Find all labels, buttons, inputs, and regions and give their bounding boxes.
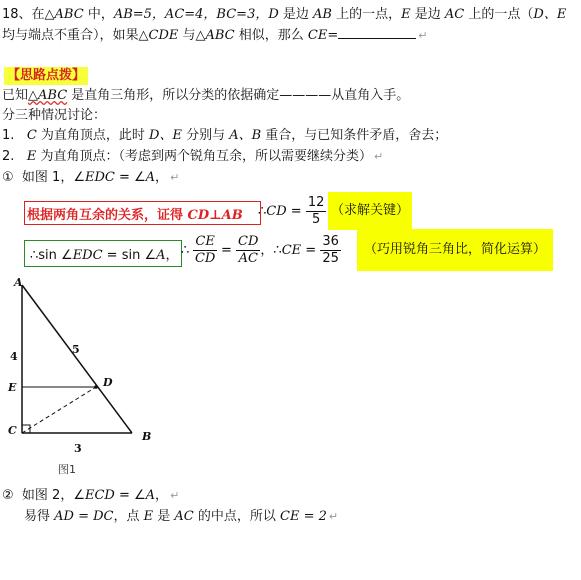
problem-text: 上的一点， <box>332 7 402 22</box>
subcase-number: ② <box>2 488 14 503</box>
key-step-label: 根据两角互余的关系，证得 <box>27 208 188 223</box>
length-ab: 5 <box>72 343 80 356</box>
triangle-figure <box>0 275 170 455</box>
conclusion-text: 是 <box>153 509 175 524</box>
numerator: 36 <box>322 234 339 249</box>
side-lengths: AB=5，AC=4，BC=3， <box>113 7 269 22</box>
vertex-e: E <box>8 381 17 394</box>
numerator: 12 <box>307 195 325 210</box>
sine-equation <box>30 244 179 263</box>
problem-line-1 <box>2 6 566 24</box>
points-ab: A、B <box>229 128 262 143</box>
denominator: AC <box>238 251 258 266</box>
side-ab-line <box>22 285 132 433</box>
trig-note: （巧用锐角三角比，简化运算） <box>357 229 553 271</box>
sine-text: ， <box>165 248 179 263</box>
paragraph-mark-icon: ↵ <box>170 171 180 184</box>
sine-text: = sin ∠ <box>102 248 157 263</box>
perpendicular-statement: CD⊥AB <box>187 208 243 223</box>
problem-text: 相似，那么 <box>234 28 308 43</box>
figure-caption: 图1 <box>58 463 76 476</box>
conclusion-text: 的中点，所以 <box>193 509 280 524</box>
segment-cd <box>22 387 96 433</box>
hint-line-1 <box>2 87 409 105</box>
points-de: D、E <box>149 128 182 143</box>
case-text: 为直角顶点，此时 <box>36 128 150 143</box>
case-text: 分别与 <box>181 128 230 143</box>
numerator: CD <box>238 234 259 249</box>
key-note: （求解关键） <box>328 192 412 230</box>
angle-a: A <box>156 248 166 263</box>
point-e: E <box>26 149 37 164</box>
problem-text: 18、在△ <box>2 7 55 22</box>
paragraph-mark-icon: ↵ <box>328 510 339 523</box>
subcase-text: 如图 2，∠ <box>21 488 85 503</box>
subcase-text: 如图 1，∠ <box>21 170 85 185</box>
denominator: 25 <box>322 251 339 266</box>
cd-label: CD <box>266 204 287 219</box>
point-d-dot <box>94 385 98 389</box>
subcase-2 <box>2 487 179 505</box>
vertex-b: B <box>142 430 152 443</box>
answer-blank[interactable] <box>338 26 416 39</box>
denominator: 5 <box>311 212 321 227</box>
hint-text: 从直角入手。 <box>331 88 410 103</box>
length-ac: 4 <box>10 350 18 363</box>
subcase-number: ① <box>2 170 14 185</box>
paragraph-mark-icon: ↵ <box>418 29 428 42</box>
triangle-abc: △ABC <box>28 88 68 103</box>
case-number: 2. <box>2 149 15 164</box>
ce-label: CE <box>281 243 302 258</box>
problem-text: 是边 <box>410 7 445 22</box>
subcase-text: ， <box>155 170 169 185</box>
case-1 <box>2 127 447 145</box>
cd-equation <box>258 195 326 228</box>
triangle-abc: ABC <box>205 28 235 43</box>
ce-fraction <box>320 234 341 267</box>
problem-text: 与△ <box>178 28 206 43</box>
therefore-symbol: ∴ <box>181 243 190 258</box>
vertex-d: D <box>103 376 113 389</box>
triangle-name: ABC <box>54 7 84 22</box>
therefore-symbol: ∴ <box>258 204 267 219</box>
denominator: CD <box>194 251 216 266</box>
vertex-c: C <box>8 424 17 437</box>
ce-cd-fraction <box>193 234 216 267</box>
problem-text: 是边 <box>278 7 314 22</box>
numerator: CE <box>195 234 215 249</box>
case-text: 重合，与已知条件矛盾，舍去； <box>261 128 448 143</box>
angle-ecd: ECD <box>84 488 115 503</box>
subcase-text: = ∠ <box>114 170 146 185</box>
point-d: D <box>268 7 279 22</box>
conclusion-text: 易得 <box>24 509 55 524</box>
side-ac: AC <box>174 509 194 524</box>
subcase-text: = ∠ <box>114 488 146 503</box>
cd-ac-fraction <box>236 234 260 267</box>
therefore-symbol: ，∴ <box>260 243 282 258</box>
hint-line-2: 分三种情况讨论： <box>2 108 107 123</box>
case-number: 1. <box>2 128 15 143</box>
paragraph-mark-icon: ↵ <box>373 150 384 163</box>
angle-a: A <box>145 170 156 185</box>
equals: = <box>286 204 306 219</box>
ratio-equation: ∴ $\frac{CE}{CD}$ = $\frac{CD}{AC}$ ，∴CE = $\frac{36}{25}$ <box>181 234 339 266</box>
angle-edc: EDC <box>72 248 103 263</box>
ce-label: CE= <box>307 28 339 43</box>
length-cb: 3 <box>74 442 82 455</box>
conclusion-text: ，点 <box>113 509 144 524</box>
triangle-cde: CDE <box>148 28 179 43</box>
point-c: C <box>26 128 37 143</box>
subcase-1 <box>2 169 179 187</box>
problem-line-2 <box>2 26 427 45</box>
vertex-a: A <box>14 276 23 289</box>
problem-text: 均与端点不重合），如果△ <box>2 28 149 43</box>
points-de: D、E <box>533 7 567 22</box>
subcase-text: ， <box>155 488 169 503</box>
hint-text: 已知 <box>2 88 29 103</box>
dash: ———— <box>279 88 332 103</box>
angle-a: A <box>145 488 156 503</box>
side-ac: AC <box>444 7 465 22</box>
case-2 <box>2 148 383 166</box>
case-text: 为直角顶点：（考虑到两个锐角互余，所以需要继续分类） <box>36 149 372 164</box>
subcase-2-conclusion <box>24 508 338 526</box>
paragraph-mark-icon: ↵ <box>170 489 180 502</box>
point-e: E <box>401 7 411 22</box>
point-e: E <box>143 509 154 524</box>
angle-edc: EDC <box>84 170 115 185</box>
sine-text: ∴sin ∠ <box>30 248 73 263</box>
problem-text: 中， <box>83 7 114 22</box>
hint-text: 是直角三角形，所以分类的依据确定 <box>67 88 280 103</box>
problem-text: 上的一点（ <box>464 7 534 22</box>
key-step-text <box>27 204 243 223</box>
hint-title: 【思路点拨】 <box>4 67 88 85</box>
cd-fraction <box>306 195 327 228</box>
side-ab: AB <box>313 7 332 22</box>
ad-dc: AD = DC <box>54 509 114 524</box>
ce-result: CE = 2 <box>280 509 327 524</box>
